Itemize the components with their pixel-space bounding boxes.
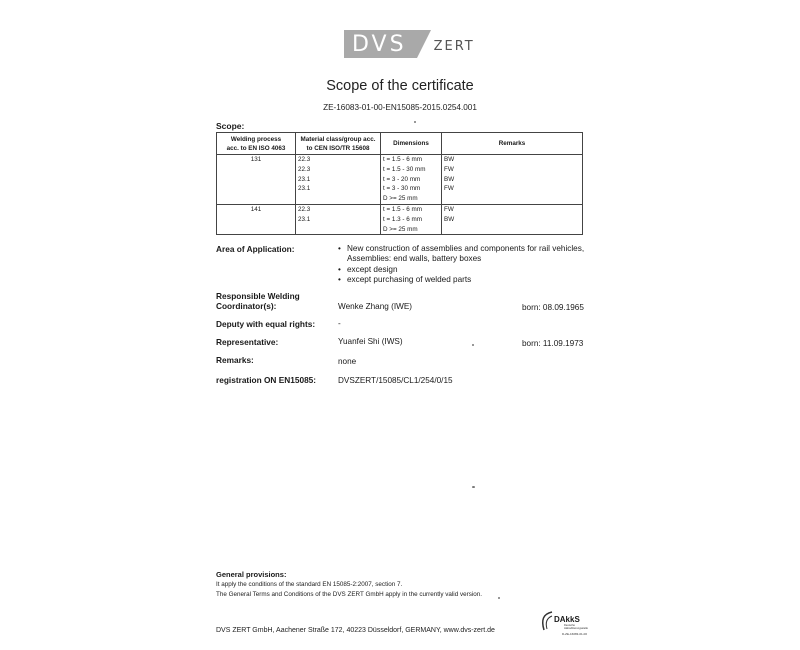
cell-process: 141 — [217, 204, 296, 214]
list-item: Assemblies: end walls, battery boxes — [347, 254, 482, 264]
table-row — [217, 225, 583, 235]
cell-remarks: FW — [442, 184, 583, 194]
cell-remarks: BW — [442, 175, 583, 185]
coordinator-value: Wenke Zhang (IWE) — [338, 302, 413, 311]
general-provisions-line: The General Terms and Conditions of the DVS ZERT GmbH apply in the currently valid version. — [216, 591, 482, 598]
scope-table-header — [217, 133, 583, 155]
dakks-accreditation-mark — [540, 610, 596, 634]
remarks-label: Remarks: — [216, 355, 254, 365]
scan-speck — [472, 344, 474, 346]
table-row — [217, 194, 583, 204]
coordinator-born: born: 08.09.1965 — [522, 303, 584, 312]
application-label: Area of Application: — [216, 244, 295, 254]
cell-material: 22.3 — [296, 165, 381, 175]
registration-label: registration ON EN15085: — [216, 375, 317, 385]
header-material — [296, 133, 381, 155]
general-provisions-line: It apply the conditions of the standard EN 15085-2:2007, section 7. — [216, 581, 403, 588]
scope-label: Scope: — [216, 121, 245, 131]
header-process-line1: Welding process — [230, 135, 282, 143]
cell-dimensions: D >= 25 mm — [381, 194, 442, 204]
dvs-zert-logo — [344, 30, 475, 58]
cell-remarks: FW — [442, 165, 583, 175]
cell-dimensions: t = 1.5 - 6 mm — [381, 204, 442, 214]
scan-speck — [498, 597, 500, 599]
page-title: Scope of the certificate — [326, 78, 474, 94]
cell-process: 131 — [217, 155, 296, 165]
representative-value: Yuanfei Shi (IWS) — [338, 337, 403, 346]
cell-remarks — [442, 225, 583, 235]
table-row — [217, 215, 583, 225]
dakks-name: DAkkS — [554, 615, 580, 624]
scan-speck — [472, 486, 475, 488]
representative-born: born: 11.09.1973 — [522, 339, 584, 348]
table-row — [217, 155, 583, 165]
cell-process — [217, 175, 296, 185]
header-dimensions: Dimensions — [381, 133, 442, 155]
representative-label: Representative: — [216, 337, 279, 347]
cell-dimensions: t = 3 - 20 mm — [381, 175, 442, 185]
dakks-sub1: Deutsche — [564, 624, 575, 627]
dakks-subtitle — [564, 624, 588, 630]
header-process — [217, 133, 296, 155]
footer-address: DVS ZERT GmbH, Aachener Straße 172, 40223 Düsseldorf, GERMANY, www.dvs-zert.de — [216, 627, 495, 634]
table-row — [217, 175, 583, 185]
logo-zert-text: ZERT — [433, 39, 475, 54]
list-item: • except design — [338, 265, 584, 275]
scope-table — [216, 132, 583, 235]
registration-value: DVSZERT/15085/CL1/254/0/15 — [338, 376, 453, 385]
cell-dimensions: t = 1.3 - 6 mm — [381, 215, 442, 225]
header-process-line2: acc. to EN ISO 4063 — [226, 144, 286, 152]
coordinator-label-line2: Coordinator(s): — [216, 301, 277, 311]
header-material-line1: Material class/group acc. — [300, 135, 376, 143]
cell-process — [217, 184, 296, 194]
cell-dimensions: t = 1.5 - 6 mm — [381, 155, 442, 165]
application-list — [338, 244, 584, 286]
cell-process — [217, 225, 296, 235]
cell-remarks — [442, 194, 583, 204]
cell-material: 23.1 — [296, 215, 381, 225]
table-row — [217, 204, 583, 214]
header-remarks: Remarks — [442, 133, 583, 155]
scan-speck — [414, 121, 416, 123]
table-row — [217, 165, 583, 175]
general-provisions-label: General provisions: — [216, 570, 287, 579]
cell-process — [217, 215, 296, 225]
cell-dimensions: t = 1.5 - 30 mm — [381, 165, 442, 175]
cell-dimensions: D >= 25 mm — [381, 225, 442, 235]
cell-process — [217, 165, 296, 175]
header-material-line2: to CEN ISO/TR 15608 — [306, 144, 370, 152]
cell-material: 22.3 — [296, 204, 381, 214]
dakks-arc-icon — [540, 610, 554, 632]
deputy-value: - — [338, 319, 341, 328]
dakks-number: D-ZE-16083-01-00 — [562, 632, 588, 636]
deputy-label: Deputy with equal rights: — [216, 319, 316, 329]
cell-material: 23.1 — [296, 184, 381, 194]
certificate-number: ZE-16083-01-00-EN15085-2015.0254.001 — [323, 103, 477, 112]
table-row — [217, 184, 583, 194]
coordinator-label — [216, 291, 300, 311]
cell-remarks: FW — [442, 204, 583, 214]
list-item: • except purchasing of welded parts — [338, 275, 584, 285]
list-item: • New construction of assemblies and components for rail vehicles, — [338, 244, 584, 254]
cell-remarks: BW — [442, 215, 583, 225]
coordinator-label-line1: Responsible Welding — [216, 291, 300, 301]
cell-material: 22.3 — [296, 155, 381, 165]
cell-material — [296, 225, 381, 235]
cell-process — [217, 194, 296, 204]
cell-material — [296, 194, 381, 204]
cell-remarks: BW — [442, 155, 583, 165]
dakks-sub2: Akkreditierungsstelle — [564, 627, 588, 630]
cell-dimensions: t = 3 - 30 mm — [381, 184, 442, 194]
remarks-value: none — [338, 357, 357, 366]
cell-material: 23.1 — [296, 175, 381, 185]
logo-dvs-text: DVS — [344, 30, 417, 58]
logo-slant — [417, 30, 431, 58]
